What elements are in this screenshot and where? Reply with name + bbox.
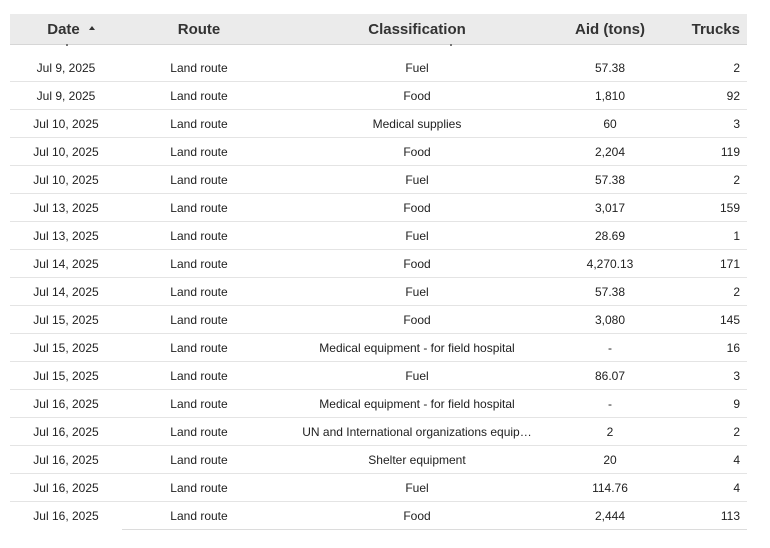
remnant-mark [66,44,68,46]
cell-classification: Fuel [405,480,429,495]
cell-aid: 2 [606,424,614,439]
column-header-date-label: Date [47,20,80,38]
cell-date: Jul 10, 2025 [33,116,99,131]
cell-trucks: 113 [720,508,740,523]
cell-route: Land route [170,88,228,103]
cell-route: Land route [170,116,228,131]
table-row[interactable] [10,390,747,418]
cell-trucks: 9 [733,396,740,411]
cell-date: Jul 16, 2025 [33,508,99,523]
cell-trucks: 92 [726,88,740,103]
cell-route: Land route [170,480,228,495]
table-row[interactable] [10,110,747,138]
cell-route: Land route [170,200,228,215]
cell-classification: Medical equipment - for field hospital [319,340,515,355]
cell-route: Land route [170,284,228,299]
cell-trucks: 2 [733,284,740,299]
table-row[interactable] [10,138,747,166]
cell-date: Jul 14, 2025 [33,256,99,271]
cell-date: Jul 10, 2025 [33,144,99,159]
table-row[interactable] [10,222,747,250]
cell-classification: UN and International organizations equip… [302,424,532,439]
table-header [10,14,747,45]
scrolled-row-remnant [10,44,747,53]
cell-classification: Food [403,200,431,215]
table-row[interactable] [10,334,747,362]
table-row[interactable] [10,250,747,278]
cell-date: Jul 14, 2025 [33,284,99,299]
cell-date: Jul 15, 2025 [33,368,99,383]
cell-aid: - [608,340,612,355]
cell-trucks: 171 [719,256,740,271]
cell-date: Jul 16, 2025 [33,424,99,439]
cell-date: Jul 13, 2025 [33,200,99,215]
cell-classification: Fuel [405,60,429,75]
table-row[interactable] [10,418,747,446]
cell-aid: 1,810 [594,88,626,103]
cell-aid: 3,080 [594,312,626,327]
cell-aid: 3,017 [594,200,626,215]
table-row[interactable] [10,278,747,306]
cell-date: Jul 16, 2025 [33,480,99,495]
cell-classification: Fuel [405,284,429,299]
cell-aid: 2,444 [594,508,626,523]
column-header-date[interactable] [10,21,122,38]
cell-classification: Fuel [405,368,429,383]
cell-date: Jul 9, 2025 [36,60,96,75]
table-row[interactable] [10,306,747,334]
table-row[interactable] [10,362,747,390]
column-header-aid[interactable]: Aid (tons) [575,20,645,38]
cell-route: Land route [170,340,228,355]
table-row[interactable] [10,502,747,529]
cell-aid: 20 [603,452,617,467]
data-table [10,14,747,529]
cell-route: Land route [170,396,228,411]
column-header-classification[interactable]: Classification [368,20,466,38]
cell-trucks: 4 [733,452,740,467]
table-bottom-border [122,529,747,530]
cell-date: Jul 13, 2025 [33,228,99,243]
cell-date: Jul 15, 2025 [33,312,99,327]
cell-trucks: 16 [726,340,740,355]
cell-aid: 60 [603,116,617,131]
table-row[interactable] [10,166,747,194]
table-row[interactable] [10,82,747,110]
cell-trucks: 3 [733,368,740,383]
cell-route: Land route [170,228,228,243]
table-row[interactable] [10,54,747,82]
cell-aid: 86.07 [594,368,626,383]
cell-aid: 57.38 [594,60,626,75]
column-header-route[interactable]: Route [177,20,221,38]
cell-aid: 2,204 [594,144,626,159]
cell-trucks: 2 [733,172,740,187]
cell-aid: 57.38 [594,172,626,187]
cell-route: Land route [170,424,228,439]
cell-classification: Medical supplies [372,116,462,131]
sort-ascending-icon[interactable] [89,26,95,30]
cell-classification: Medical equipment - for field hospital [319,396,515,411]
cell-aid: - [608,396,612,411]
cell-date: Jul 15, 2025 [33,340,99,355]
cell-date: Jul 16, 2025 [33,452,99,467]
cell-route: Land route [170,256,228,271]
cell-date: Jul 9, 2025 [36,88,96,103]
cell-classification: Food [403,256,431,271]
cell-aid: 57.38 [594,284,626,299]
cell-route: Land route [170,368,228,383]
cell-aid: 114.76 [592,480,628,495]
cell-trucks: 1 [733,228,740,243]
cell-aid: 28.69 [594,228,626,243]
cell-classification: Shelter equipment [368,452,466,467]
cell-trucks: 145 [719,312,740,327]
cell-route: Land route [170,508,228,523]
cell-classification: Fuel [405,172,429,187]
cell-date: Jul 10, 2025 [33,172,99,187]
table-body [10,54,747,529]
cell-classification: Food [403,144,431,159]
cell-date: Jul 16, 2025 [33,396,99,411]
cell-classification: Food [403,508,431,523]
cell-trucks: 119 [720,144,740,159]
cell-classification: Food [403,88,431,103]
cell-trucks: 2 [733,60,740,75]
cell-route: Land route [170,60,228,75]
cell-trucks: 159 [719,200,740,215]
cell-route: Land route [170,312,228,327]
cell-trucks: 3 [733,116,740,131]
table-row[interactable] [10,474,747,502]
remnant-mark [450,44,452,46]
cell-trucks: 2 [733,424,740,439]
column-header-trucks[interactable]: Trucks [691,20,740,38]
cell-aid: 4,270.13 [586,256,634,271]
cell-route: Land route [170,144,228,159]
cell-route: Land route [170,452,228,467]
table-row[interactable] [10,194,747,222]
table-row[interactable] [10,446,747,474]
cell-classification: Food [403,312,431,327]
cell-route: Land route [170,172,228,187]
cell-trucks: 4 [733,480,740,495]
cell-classification: Fuel [405,228,429,243]
